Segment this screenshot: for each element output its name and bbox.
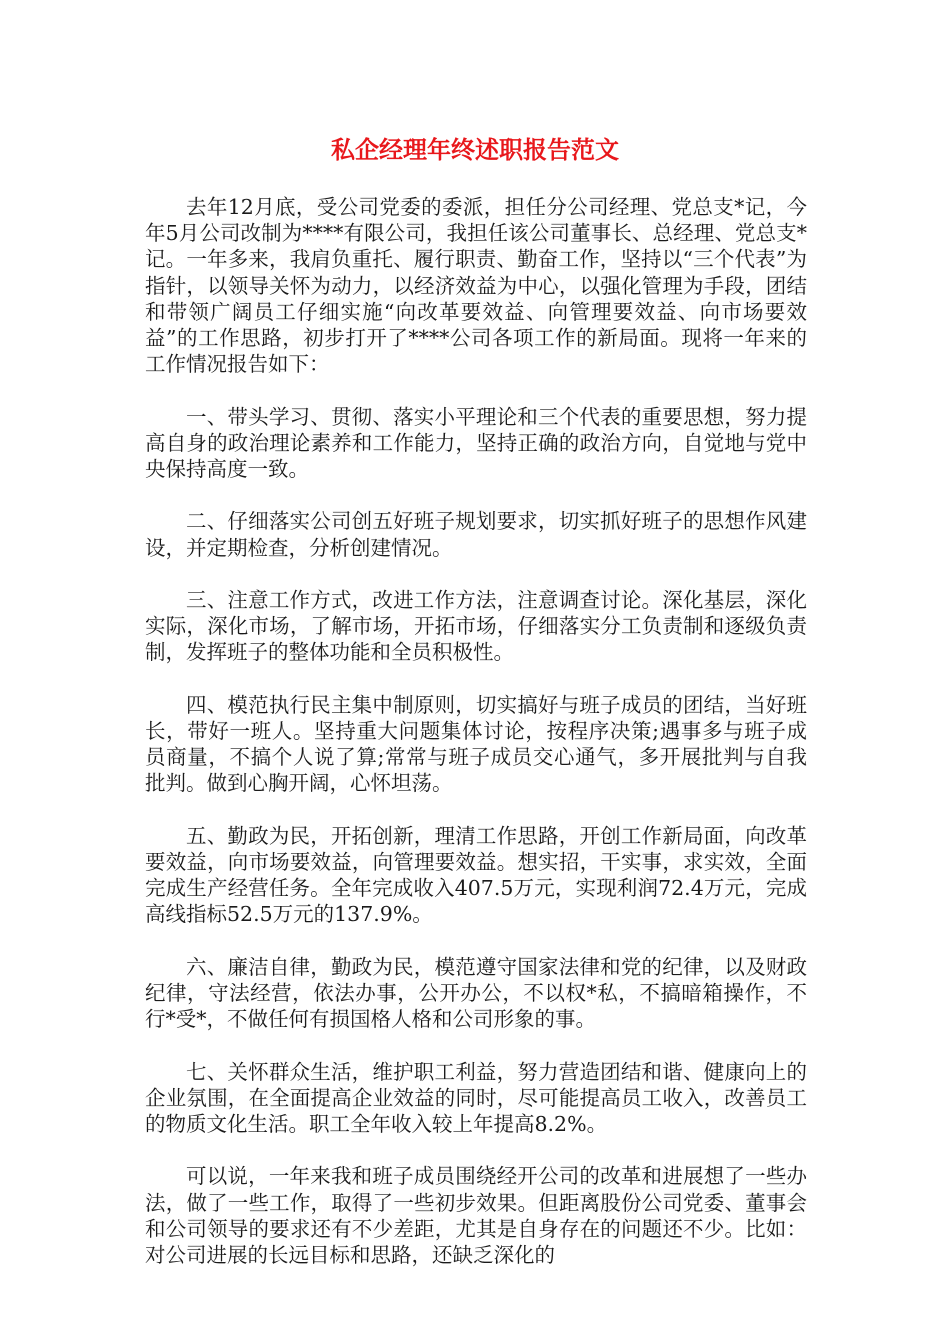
paragraph-item-3: 三、注意工作方式，改进工作方法，注意调查讨论。深化基层，深化实际，深化市场，了解市场，开拓市场，仔细落实分工负责制和逐级负责制，发挥班子的整体功能和全员积极性。 — [145, 588, 807, 665]
document-body — [145, 194, 807, 1294]
paragraph-intro: 去年12月底，受公司党委的委派，担任分公司经理、党总支*记，今年5月公司改制为****有限公司，我担任该公司董事长、总经理、党总支*记。一年多来，我肩负重托、履行职责、勤奋工作，坚持以“三个代表”为指针，以领导关怀为动力，以经济效益为中心，以强化管理为手段，团结和带领广阔员工仔细实施“向改革要效益、向管理要效益、向市场要效益”的工作思路，初步打开了****公司各项工作的新局面。现将一年来的工作情况报告如下： — [145, 195, 807, 377]
paragraph-item-5: 五、勤政为民，开拓创新，理清工作思路，开创工作新局面，向改革要效益，向市场要效益，向管理要效益。想实招，干实事，求实效，全面完成生产经营任务。全年完成收入407.5万元，实现利润72.4万元，完成高线指标52.5万元的137.9%。 — [145, 823, 807, 927]
paragraph-item-2: 二、仔细落实公司创五好班子规划要求，切实抓好班子的思想作风建设，并定期检查，分析创建情况。 — [145, 509, 807, 560]
paragraph-item-7: 七、关怀群众生活，维护职工利益，努力营造团结和谐、健康向上的企业氛围，在全面提高企业效益的同时，尽可能提高员工收入，改善员工的物质文化生活。职工全年收入较上年提高8.2%。 — [145, 1059, 807, 1136]
paragraph-item-6: 六、廉洁自律，勤政为民，模范遵守国家法律和党的纪律，以及财政纪律，守法经营，依法办事，公开办公，不以权*私，不搞暗箱操作，不行*受*，不做任何有损国格人格和公司形象的事。 — [145, 954, 807, 1032]
paragraph-item-4: 四、模范执行民主集中制原则，切实搞好与班子成员的团结，当好班长，带好一班人。坚持重大问题集体讨论，按程序决策;遇事多与班子成员商量，不搞个人说了算;常常与班子成员交心通气，多开展批判与自我批判。做到心胸开阔，心怀坦荡。 — [145, 692, 807, 796]
document-title: 私企经理年终述职报告范文 — [331, 136, 619, 164]
paragraph-item-1: 一、带头学习、贯彻、落实小平理论和三个代表的重要思想，努力提高自身的政治理论素养和工作能力，坚持正确的政治方向，自觉地与党中央保持高度一致。 — [145, 404, 807, 482]
paragraph-summary: 可以说，一年来我和班子成员围绕经开公司的改革和进展想了一些办法，做了一些工作，取得了一些初步效果。但距离股份公司党委、董事会和公司领导的要求还有不少差距，尤其是自身存在的问题还不少。比如：对公司进展的长远目标和思路，还缺乏深化的 — [145, 1164, 807, 1267]
